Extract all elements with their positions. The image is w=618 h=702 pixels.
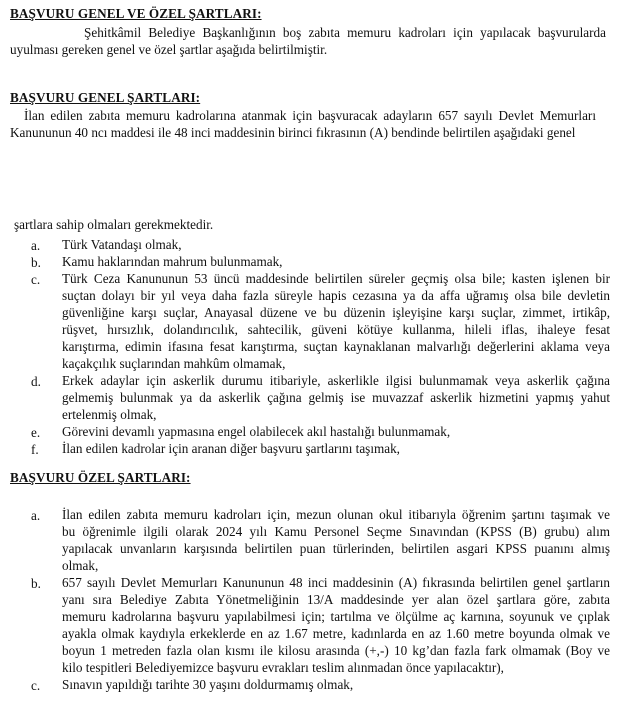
list-item-text: olmak, [62, 558, 99, 573]
list-marker: b. [31, 576, 41, 591]
list-item-text: Türk Vatandaşı olmak, [62, 237, 182, 252]
list-item-text: ertelenmiş olmak, [62, 407, 157, 422]
list-item [31, 254, 610, 271]
special-conditions-list [31, 507, 610, 694]
list-marker: b. [31, 255, 41, 270]
list-item-text: Sınavın yapıldığı tarihte 30 yaşını doldurmamış olmak, [62, 677, 354, 692]
list-item-text: Erkek adaylar için askerlik durumu itibariyle, askerlikle ilgisi bulunmamak veya askerlik çağına [62, 373, 610, 388]
list-marker: a. [31, 238, 41, 253]
list-item [31, 507, 610, 575]
intro-line: Şehitkâmil Belediye Başkanlığının boş zabıta memuru kadroları için yapılacak başvurularda [84, 25, 606, 40]
list-item-text: güvenliğine karşı suçlar, Anayasal düzene ve bu düzenin işleyişine karşı suçlar, zimmet, irtikâp, [62, 305, 610, 320]
special-heading: BAŞVURU ÖZEL ŞARTLARI: [10, 470, 191, 485]
list-item-text: gelmemiş bulunmak ya da askerlik çağına gelmiş ise muvazzaf askerlik hizmetini yapmış yahut [62, 390, 610, 405]
list-item-text: suçtan dolayı bir yıl veya daha fazla süreyle hapis cezasına ya da affa uğramış olsa bile devletin [62, 288, 610, 303]
general-intro-line: Kanununun 40 ncı maddesi ile 48 inci maddesinin birinci fıkrasının (A) bendinde belirtilen aşağıdaki genel [10, 125, 576, 140]
list-item-text: Kamu haklarından mahrum bulunmamak, [62, 254, 283, 269]
list-marker: f. [31, 442, 39, 457]
list-item-text: kaçakçılık suçlarından mahkûm olmamak, [62, 356, 286, 371]
list-item [31, 373, 610, 424]
list-item-text: İlan edilen kadrolar için aranan diğer başvuru şartlarını taşımak, [62, 441, 400, 456]
intro-line: uyulması gereken genel ve özel şartlar aşağıda belirtilmiştir. [10, 42, 328, 57]
intro-paragraph [10, 24, 606, 58]
list-item-text: ayakla olmak kaydıyla erkeklerde en az 1.67 metre, kadınlarda en az 1.60 metre boyunda olmak ve [62, 626, 610, 641]
list-marker: c. [31, 272, 41, 287]
list-item [31, 441, 610, 458]
list-item-text: yapılacak unvanların karşısında belirtilen puan türlerinden, belirtilen asgari KPSS puanını almış [62, 541, 610, 556]
list-marker: c. [31, 678, 41, 693]
list-item [31, 237, 610, 254]
list-item-text: memuru kadrolarına başvuru yapılabilmesi için; tartılma ve ölçülme aç karnına, soyunuk ve çıplak [62, 609, 610, 624]
general-intro-continuation: şartlara sahip olmaları gerekmektedir. [14, 217, 214, 232]
list-marker: d. [31, 374, 41, 389]
intro-heading: BAŞVURU GENEL VE ÖZEL ŞARTLARI: [10, 6, 262, 21]
list-item-text: bu öğrenimle ilgili olarak 2024 yılı Kamu Personel Seçme Sınavından (KPSS (B) grubu) alım [62, 524, 610, 539]
list-item [31, 677, 610, 694]
list-item [31, 271, 610, 373]
list-item-text: karıştırma, edimin ifasına fesat karıştırma, suçtan kaynaklanan malvarlığı değerlerini aklama veya [62, 339, 610, 354]
list-item-text: Türk Ceza Kanununun 53 üncü maddesinde belirtilen süreler geçmiş olsa bile; kasten işlenen bir [62, 271, 610, 286]
list-item-text: Görevini devamlı yapmasına engel olabilecek akıl hastalığı bulunmamak, [62, 424, 451, 439]
list-item-text: yanı sıra Belediye Zabıta Yönetmeliğinin 13/A maddesinde yer alan özel şartlara göre, zabıta [62, 592, 610, 607]
list-item [31, 575, 610, 677]
general-heading: BAŞVURU GENEL ŞARTLARI: [10, 90, 201, 105]
general-intro-line: İlan edilen zabıta memuru kadrolarına atanmak için başvuracak adayların 657 sayılı Devlet Memurları [24, 108, 596, 123]
list-marker: a. [31, 508, 41, 523]
list-item-text: rüşvet, hırsızlık, dolandırıcılık, sahtecilik, güveni kötüye kullanma, hileli iflas, ihaleye fesat [62, 322, 610, 337]
list-item-text: İlan edilen zabıta memuru kadroları için, mezun olunan okul itibarıyla öğrenim şartını taşımak ve [62, 507, 610, 522]
general-conditions-list [31, 237, 610, 458]
general-intro-paragraph [10, 107, 596, 141]
list-item-text: boyun 1 metreden fazla olan kısmı ile kilosu arasında (+,-) 10 kg’dan fazla fark olmamak (Boy ve [62, 643, 610, 658]
list-item-text: 657 sayılı Devlet Memurları Kanununun 48 inci maddesinin (A) fıkrasında belirtilen genel şartların [62, 575, 610, 590]
list-marker: e. [31, 425, 41, 440]
list-item-text: kilo tespitleri Belediyemizce başvuru evrakları teslim alınmadan önce yapılacaktır), [62, 660, 504, 675]
list-item [31, 424, 610, 441]
